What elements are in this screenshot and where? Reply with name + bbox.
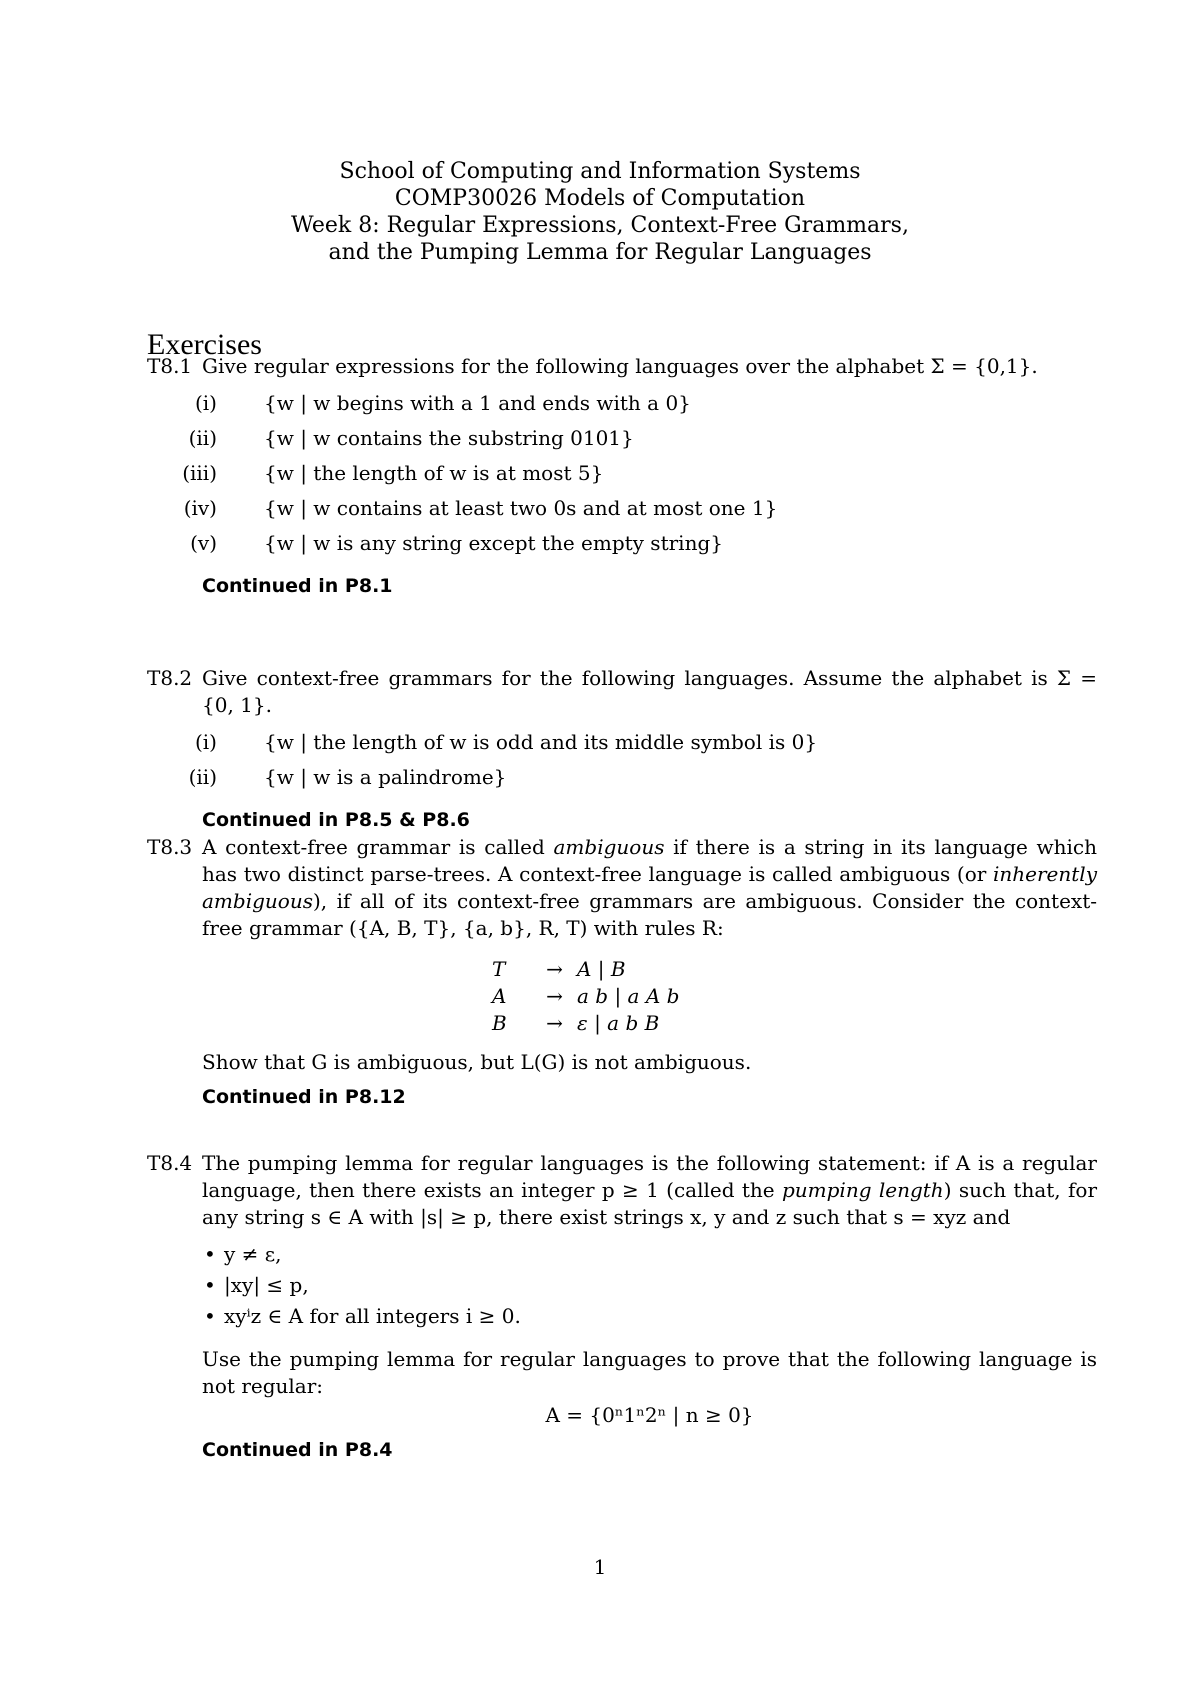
rule-lhs: B <box>492 1011 507 1035</box>
list-item <box>182 460 1097 495</box>
item-text: {w | the length of w is odd and its middle symbol is 0} <box>264 730 818 754</box>
item-label: (ii) <box>188 426 217 450</box>
rule-arrow: → <box>546 957 563 981</box>
emphasis-ambiguous: ambiguous <box>553 835 665 859</box>
continued-note: Continued in P8.12 <box>202 1086 406 1108</box>
list-item: • |xy| ≤ p, <box>202 1272 1097 1303</box>
rule-arrow: → <box>546 984 563 1008</box>
page-number: 1 <box>593 1555 607 1579</box>
exercise-items <box>182 390 1097 565</box>
exercise-intro <box>202 834 1097 942</box>
rule-lhs: A <box>492 984 507 1008</box>
list-item <box>188 764 1097 799</box>
rule-rhs: ε | a b B <box>577 1011 660 1035</box>
exercise-task: Use the pumping lemma for regular languages to prove that the following language is not regular: <box>202 1347 1097 1398</box>
list-item <box>183 495 1097 530</box>
exercise-t8-3 <box>147 834 1097 1111</box>
item-label: (ii) <box>188 765 217 789</box>
document-header <box>0 158 1200 266</box>
emphasis-inherently-ambiguous: inherently ambiguous <box>202 862 1097 913</box>
item-text: {w | w contains at least two 0s and at most one 1} <box>264 496 778 520</box>
intro-text: ) such that, for any string s ∈ A with |s| ≥ p, there exist strings x, y and z such that s = xyz and <box>202 1178 1097 1229</box>
exercise-number: T8.4 <box>147 1151 193 1175</box>
item-text: {w | w begins with a 1 and ends with a 0} <box>264 391 691 415</box>
list-item <box>190 530 1097 565</box>
condition-list <box>202 1241 1097 1334</box>
item-label: (i) <box>194 730 217 754</box>
item-text: {w | w contains the substring 0101} <box>264 426 634 450</box>
intro-text: ), if all of its context-free grammars are ambiguous. Consider the context-free grammar ({A, B, T}, {a, b}, R, T) with rules R: <box>202 889 1097 940</box>
emphasis-pumping-length: pumping length <box>781 1178 944 1202</box>
grammar-rules <box>492 956 1097 1037</box>
header-school: School of Computing and Information Systems <box>339 159 861 184</box>
list-item <box>188 425 1097 460</box>
exercise-t8-1 <box>147 353 1097 600</box>
grammar-rule <box>492 956 1097 983</box>
grammar-rule <box>492 983 1097 1010</box>
item-text: {w | w is a palindrome} <box>264 765 507 789</box>
header-week-title: Week 8: Regular Expressions, Context-Free Grammars, <box>291 213 909 238</box>
rule-rhs: a b | a A b <box>577 984 680 1008</box>
header-week-subtitle: and the Pumping Lemma for Regular Languages <box>328 240 872 265</box>
exercise-intro: Give context-free grammars for the following languages. Assume the alphabet is Σ = {0, 1}. <box>202 666 1097 717</box>
header-course: COMP30026 Models of Computation <box>394 186 806 211</box>
exercise-t8-2 <box>147 665 1097 834</box>
item-label: (iv) <box>183 496 217 520</box>
intro-text: The pumping lemma for regular languages is the following statement: if A is a regular language, then there exists an integer p ≥ 1 (called the <box>202 1151 1097 1202</box>
rule-rhs: A | B <box>577 957 626 981</box>
list-item: • xyⁱz ∈ A for all integers i ≥ 0. <box>202 1303 1097 1334</box>
list-item <box>194 729 1097 764</box>
continued-note: Continued in P8.5 & P8.6 <box>202 809 470 831</box>
intro-text: if there is a string in its language which has two distinct parse-trees. A context-free language is called ambiguous (or <box>202 835 1098 886</box>
item-label: (iii) <box>182 461 217 485</box>
rule-lhs: T <box>492 957 506 981</box>
exercise-number: T8.3 <box>147 835 193 859</box>
item-label: (i) <box>194 391 217 415</box>
exercise-intro <box>202 1150 1097 1231</box>
language-definition: A = {0ⁿ1ⁿ2ⁿ | n ≥ 0} <box>545 1403 754 1427</box>
exercise-number: T8.2 <box>147 666 193 690</box>
rule-arrow: → <box>546 1011 563 1035</box>
intro-text: A context-free grammar is called <box>202 835 554 859</box>
continued-note: Continued in P8.1 <box>202 575 393 597</box>
exercise-t8-4 <box>147 1150 1097 1464</box>
item-text: {w | the length of w is at most 5} <box>264 461 604 485</box>
exercise-task: Show that G is ambiguous, but L(G) is not ambiguous. <box>202 1050 752 1074</box>
item-text: {w | w is any string except the empty string} <box>264 531 723 555</box>
list-item <box>194 390 1097 425</box>
continued-note: Continued in P8.4 <box>202 1439 393 1461</box>
list-item: • y ≠ ε, <box>202 1241 1097 1272</box>
grammar-rule <box>492 1010 1097 1037</box>
exercise-intro: Give regular expressions for the following languages over the alphabet Σ = {0,1}. <box>202 354 1038 378</box>
exercise-number: T8.1 <box>147 354 193 378</box>
exercise-items <box>188 729 1097 799</box>
item-label: (v) <box>190 531 217 555</box>
section-title: Exercises <box>147 328 262 361</box>
